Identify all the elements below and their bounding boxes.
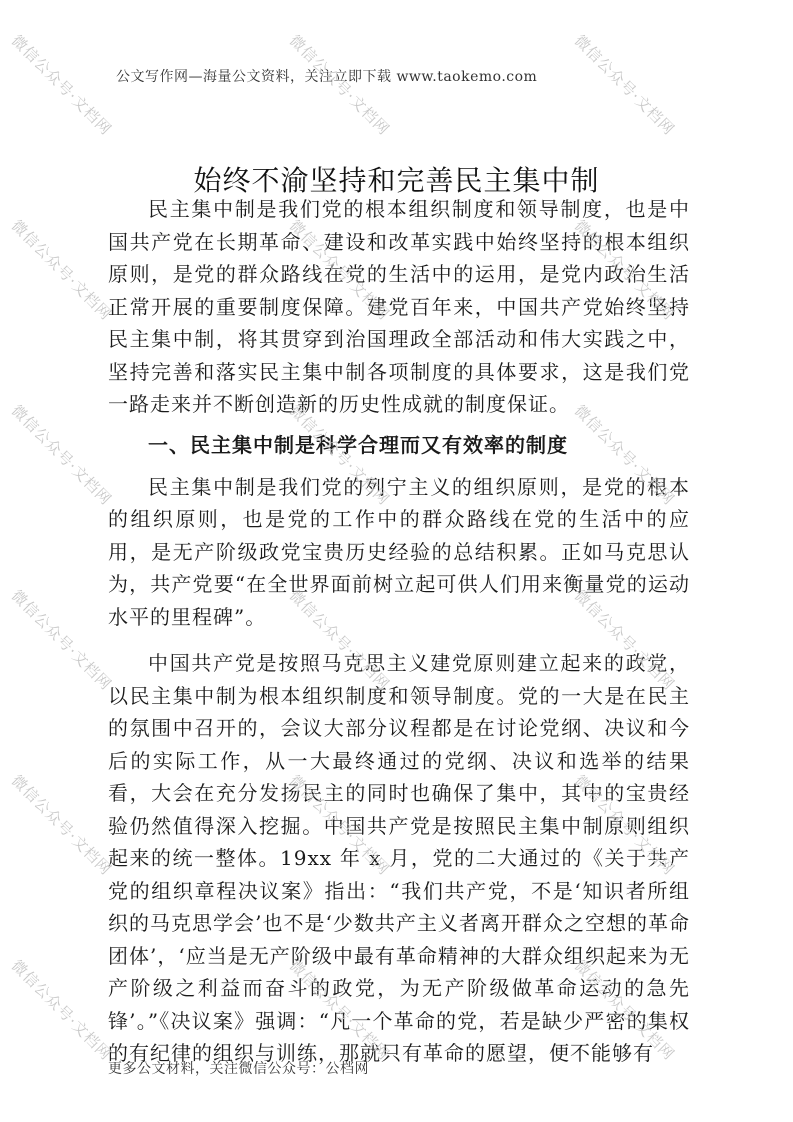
watermark: 微信公众号·文档网 — [285, 771, 394, 879]
watermark: 微信公众号·文档网 — [7, 771, 116, 879]
paragraph: 中国共产党是按照马克思主义建党原则建立起来的政党，以民主集中制为根本组织制度和领导制度。党的一大是在民主的氛围中召开的，会议大部分议程都是在讨论党纲、决议和今后的实际工作，从一大最终通过的党纲、决议和选举的结果看，大会在充分发扬民主的同时也确保了集中，其中的宝贵经验仍然值得深入挖掘。中国共产党是按照民主集中制原则组织起来的统一整体。19xx 年 x 月，党的二大通过的《关于共产党的组织章程决议案》指出：“我们共产党，不是‘知识者所组织的马克思学会’也不是‘少数共产主义者离开群众之空想的革命团体’，‘应当是无产阶级中最有革命精神的大群众组织起来为无产阶级之利益而奋斗的政党，为无产阶级做革命运动的急先锋’。”《决议案》强调：“凡一个革命的党，若是缺少严密的集权的有纪律的组织与训练，那就只有革命的愿望，便不能够有 — [108, 651, 690, 1065]
watermark: 微信公众号·文档网 — [570, 216, 679, 324]
paragraph: 民主集中制是我们党的根本组织制度和领导制度，也是中国共产党在长期革命、建设和改革实践中始终坚持的根本组织原则，是党的群众路线在党的生活中的运用，是党内政治生活正常开展的重要制度保障。建党百年来，中国共产党始终坚持民主集中制，将其贯穿到治国理政全部活动和伟大实践之中，坚持完善和落实民主集中制各项制度的具体要求，这是我们党一路走来并不断创造新的历史性成就的制度保证。 — [108, 197, 690, 416]
watermark: 微信公众号·文档网 — [7, 956, 116, 1064]
watermark: 微信公众号·文档网 — [285, 216, 394, 324]
watermark: 微信公众号·文档网 — [285, 401, 394, 509]
watermark: 微信公众号·文档网 — [285, 31, 394, 139]
document-body — [108, 193, 690, 1070]
watermark: 微信公众号·文档网 — [7, 401, 116, 509]
page-footer: 更多公文材料，关注微信公众号：公档网 — [108, 1061, 369, 1077]
paragraph: 民主集中制是我们党的列宁主义的组织原则，是党的根本的组织原则，也是党的工作中的群众路线在党的生活中的应用，是无产阶级政党宝贵历史经验的总结积累。正如马克思认为，共产党要“在全世界面前树立起可供人们用来衡量党的运动水平的里程碑”。 — [108, 474, 690, 629]
watermark: 微信公众号·文档网 — [570, 956, 679, 1064]
watermark: 微信公众号·文档网 — [570, 771, 679, 879]
document-title: 始终不渝坚持和完善民主集中制 — [193, 163, 600, 197]
watermark: 微信公众号·文档网 — [285, 956, 394, 1064]
watermark: 微信公众号·文档网 — [570, 586, 679, 694]
section-heading: 一、民主集中制是科学合理而又有效率的制度 — [148, 432, 568, 457]
watermark: 微信公众号·文档网 — [570, 31, 679, 139]
watermark: 微信公众号·文档网 — [7, 216, 116, 324]
watermark: 微信公众号·文档网 — [570, 401, 679, 509]
watermark: 微信公众号·文档网 — [285, 586, 394, 694]
page-header: 公文写作网—海量公文资料，关注立即下载 www.taokemo.com — [116, 69, 538, 85]
watermark: 微信公众号·文档网 — [7, 31, 116, 139]
watermark: 微信公众号·文档网 — [7, 586, 116, 694]
